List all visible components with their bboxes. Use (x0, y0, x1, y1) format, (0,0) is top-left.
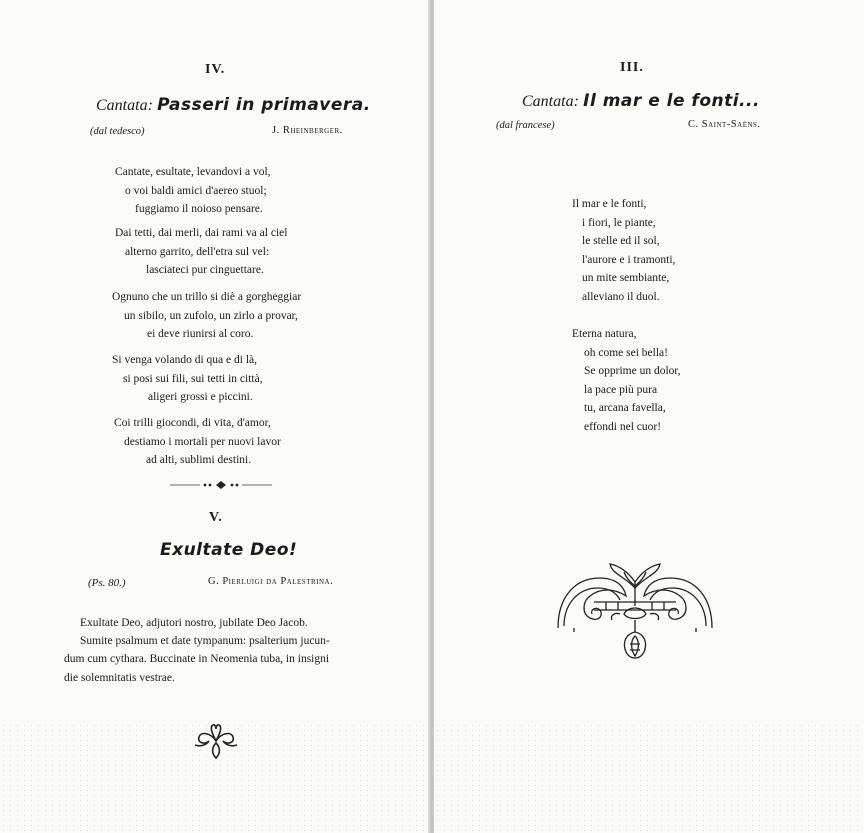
verse-line: si posi sui fili, sui tetti in città, (123, 372, 263, 385)
prose-line: dum cum cythara. Buccinate in Neomenia tuba, in insigni (64, 653, 330, 666)
section-iii-composer: C. Saint-Saëns. (688, 119, 761, 130)
section-iii-stanza-2 (572, 325, 681, 436)
verse-line: aligeri grossi e piccini. (148, 391, 253, 403)
section-iv-title (96, 95, 371, 115)
section-iii-origin: (dal francese) (496, 120, 555, 131)
verse-line: la pace più pura (584, 383, 658, 396)
verse-line: l'aurore e i tramonti, (582, 253, 676, 266)
section-iii-numeral: III. (620, 60, 644, 75)
verse-line: un sibilo, un zufolo, un zirlo a provar, (124, 309, 298, 322)
verse-line: ad alti, sublimi destini. (146, 454, 252, 466)
section-iii-title-text: Il mar e le fonti... (583, 91, 760, 111)
verse-line: Dai tetti, dai merli, dai rami va al ciel (115, 227, 288, 239)
verse-line: ei deve riunirsi al coro. (147, 328, 254, 340)
section-iv-stanza-2 (115, 224, 287, 280)
section-iv-stanza-3 (112, 288, 301, 344)
section-v-psalm: (Ps. 80.) (88, 577, 126, 589)
verse-line: o voi baldi amici d'aereo stuol; (125, 184, 267, 197)
section-v-composer: G. Pierluigi da Palestrina. (208, 576, 334, 587)
verse-line: Eterna natura, (572, 328, 637, 340)
verse-line: destiamo i mortali per nuovi lavor (124, 435, 281, 448)
section-iv-composer: J. Rheinberger. (272, 125, 343, 136)
section-iv-title-text: Passeri in primavera. (157, 95, 371, 115)
verse-line: Se opprime un dolor, (584, 365, 681, 377)
verse-line: le stelle ed il sol, (582, 235, 660, 247)
section-v-title-text: Exultate Deo! (160, 540, 298, 560)
section-iv-stanza-4 (112, 351, 263, 407)
art-nouveau-floral-vignette (554, 558, 716, 664)
prose-line: Sumite psalmum et date tympanum: psalterium jucun- (80, 635, 330, 648)
section-iv-stanza-1 (115, 163, 271, 219)
verse-line: Il mar e le fonti, (572, 198, 647, 210)
verse-line: i fiori, le piante, (582, 216, 656, 229)
section-iii-title (522, 91, 760, 111)
section-v-title (160, 540, 297, 560)
verse-line: effondi nel cuor! (584, 420, 662, 433)
section-iv-title-label: Cantata: (96, 97, 153, 114)
verse-line: lasciateci pur cinguettare. (146, 264, 264, 276)
divider-rule-ornament (170, 480, 272, 490)
prose-line: die solemnitatis vestrae. (64, 671, 175, 684)
verse-line: alleviano il duol. (582, 290, 660, 303)
section-iii-title-label: Cantata: (522, 93, 579, 110)
heart-fleuron-ornament (193, 721, 239, 761)
section-v-text (64, 614, 330, 687)
verse-line: Ognuno che un trillo si diè a gorgheggiar (112, 291, 302, 303)
right-page (434, 0, 864, 833)
section-v-numeral: V. (209, 510, 223, 525)
section-iv-origin: (dal tedesco) (90, 126, 145, 137)
left-page (0, 0, 430, 833)
section-iv-stanza-5 (114, 414, 281, 470)
verse-line: Cantate, esultate, levandovi a vol, (115, 166, 271, 178)
verse-line: fuggiamo il noioso pensare. (135, 203, 263, 215)
verse-line: oh come sei bella! (584, 346, 668, 359)
verse-line: Si venga volando di qua e di là, (112, 354, 257, 366)
verse-line: tu, arcana favella, (584, 402, 666, 414)
prose-line: Exultate Deo, adjutori nostro, jubilate Deo Jacob. (80, 617, 308, 629)
verse-line: un mite sembiante, (582, 272, 670, 284)
verse-line: alterno garrito, dell'etra sul vel: (125, 245, 270, 258)
paper-texture (434, 723, 864, 833)
section-iv-numeral: IV. (205, 62, 226, 77)
verse-line: Coi trilli giocondi, di vita, d'amor, (114, 417, 271, 429)
section-iii-stanza-1 (572, 195, 675, 306)
